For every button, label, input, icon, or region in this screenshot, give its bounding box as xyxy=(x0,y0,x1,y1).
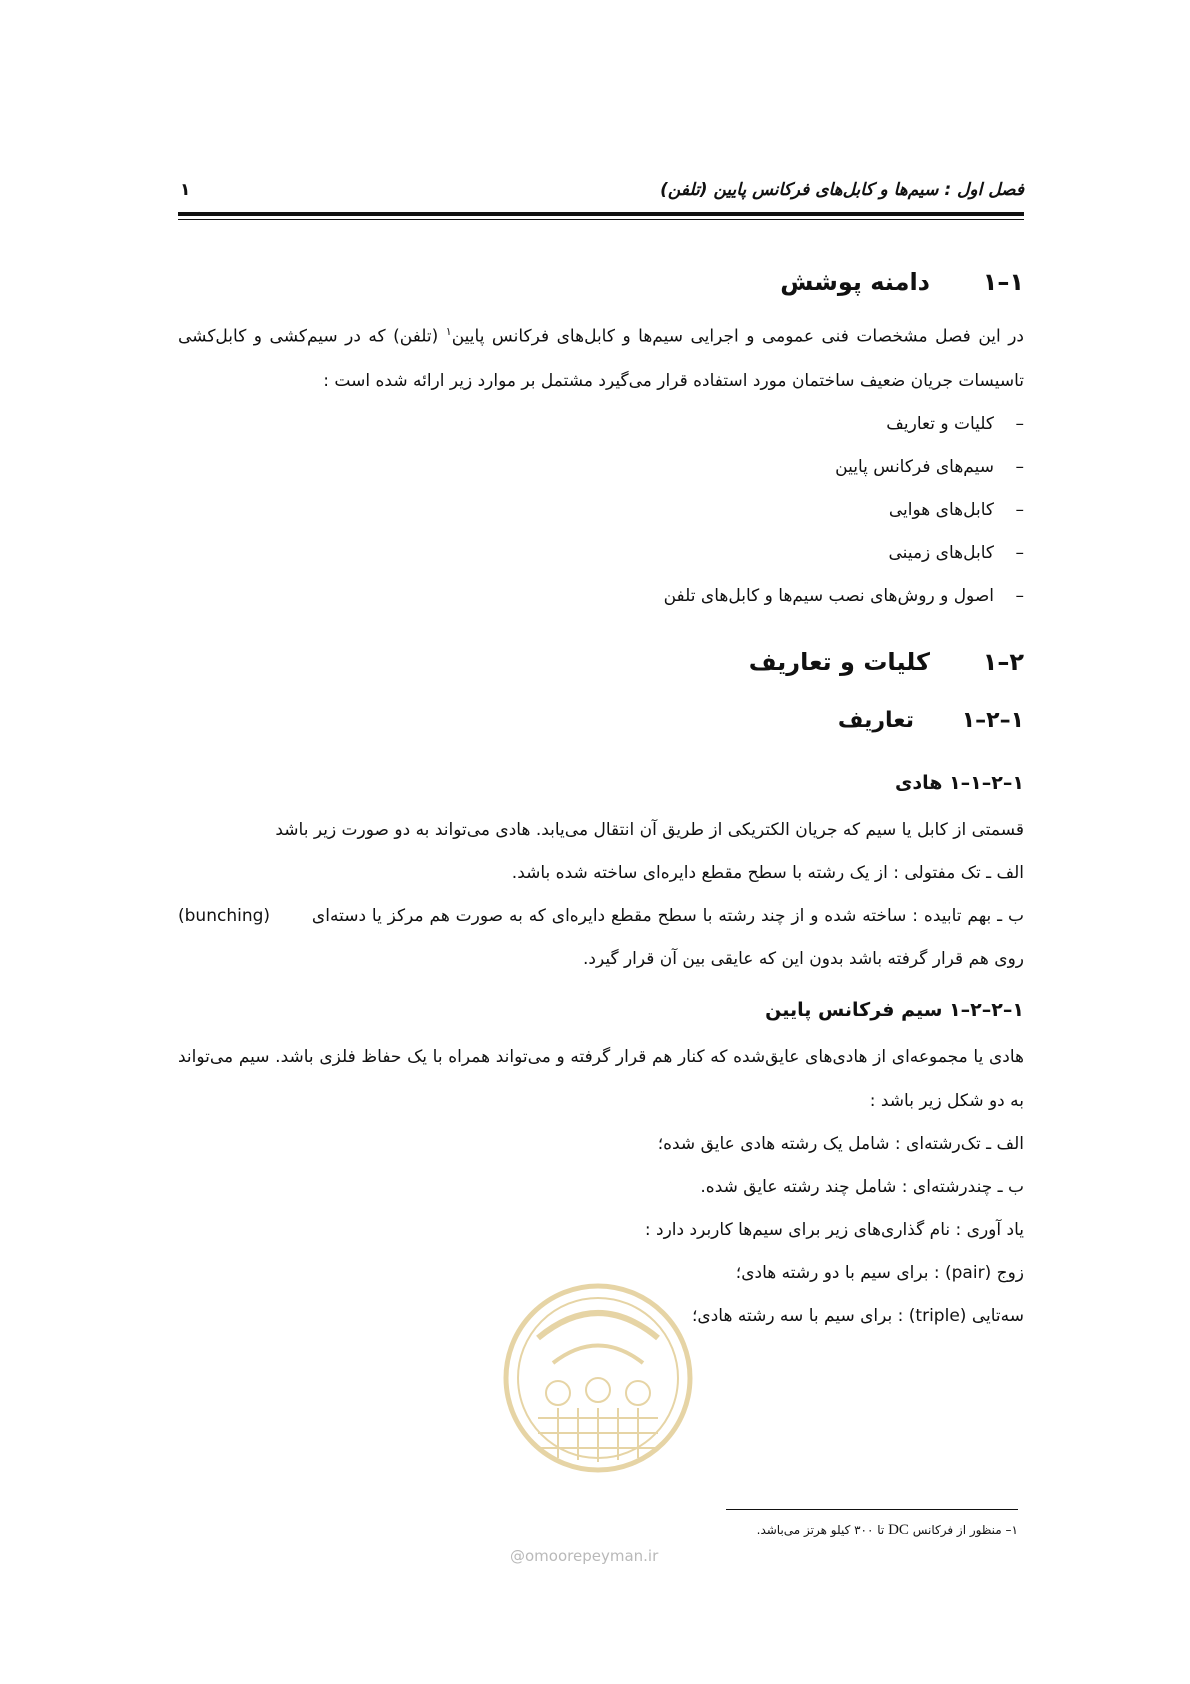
footnote-marker: ۱ xyxy=(445,325,452,338)
list-item-text: سیم‌های فرکانس پایین xyxy=(835,456,994,477)
intro-text-2: (تلفن) که در سیم‌کشی و کابل‌کشی تاسیسات جریان ضعیف ساختمان مورد استفاده قرار می‌گیرد مشتمل بر موارد زیر ارائه شده است : xyxy=(178,326,1024,391)
section-number: ۲–۱ xyxy=(982,647,1024,676)
wire-item-a: الف ـ تک‌رشته‌ای : شامل یک رشته هادی عایق شده؛ xyxy=(657,1133,1024,1154)
subsubsection-heading: ۱–۲–۲–۱ سیم فرکانس پایین xyxy=(765,998,1024,1021)
conductor-definition: قسمتی از کابل یا سیم که جریان الکتریکی از طریق آن انتقال می‌یابد. هادی می‌تواند به دو صورت زیر باشد xyxy=(275,819,1024,840)
list-item-text: اصول و روش‌های نصب سیم‌ها و کابل‌های تلفن xyxy=(663,585,994,606)
dash-bullet: – xyxy=(1015,413,1024,434)
list-item xyxy=(178,446,1024,489)
subsection-number: ۱–۲–۱ xyxy=(961,707,1024,733)
subsubsection-heading-conductor xyxy=(178,768,1024,808)
list-item xyxy=(178,489,1024,532)
conductor-item-b xyxy=(178,895,1024,981)
dash-bullet: – xyxy=(1015,585,1024,606)
conductor-item-b-line2: (bunching) روی هم قرار گرفته باشد بدون این که عایقی بین آن قرار گیرد. xyxy=(178,905,1024,969)
main-content xyxy=(178,262,1024,1338)
intro-text-1: در این فصل مشخصات فنی عمومی و اجرایی سیم‌ها و کابل‌های فرکانس پایین xyxy=(451,326,1024,347)
pair-definition: زوج (pair) : برای سیم با دو رشته هادی؛ xyxy=(735,1262,1024,1283)
list-item-text: کابل‌های زمینی xyxy=(888,542,994,563)
footnote-rule xyxy=(726,1509,1018,1510)
section-heading-2-1 xyxy=(178,642,1024,690)
footnote-dc: DC xyxy=(888,1522,909,1538)
list-item xyxy=(178,575,1024,618)
watermark-url: @omoorepeyman.ir xyxy=(510,1547,659,1565)
footnote xyxy=(600,1520,1018,1540)
list-item-text: کابل‌های هوایی xyxy=(888,499,994,520)
header-rule-thin xyxy=(178,219,1024,220)
conductor-item-a: الف ـ تک مفتولی : از یک رشته با سطح مقطع دایره‌ای ساخته شده باشد. xyxy=(511,862,1024,883)
intro-paragraph xyxy=(178,310,1024,403)
subsubsection-heading-low-freq-wire xyxy=(178,995,1024,1035)
triple-definition: سه‌تایی (triple) : برای سیم با سه رشته هادی؛ xyxy=(692,1305,1024,1326)
header-title: فصل اول : سیم‌ها و کابل‌های فرکانس پایین (تلفن) xyxy=(660,180,1024,200)
conductor-item-b-line1: ب ـ بهم تابیده : ساخته شده و از چند رشته با سطح مقطع دایره‌ای که به صورت هم مرکز یا دسته‌ای xyxy=(311,905,1025,926)
section-heading-1-1 xyxy=(178,262,1024,310)
list-item-text: کلیات و تعاریف xyxy=(886,413,994,434)
subsection-heading-1-2-1 xyxy=(178,704,1024,748)
naming-note: یاد آوری : نام گذاری‌های زیر برای سیم‌ها کاربرد دارد : xyxy=(644,1219,1024,1240)
wire-item-b: ب ـ چندرشته‌ای : شامل چند رشته عایق شده. xyxy=(700,1176,1024,1197)
header-rule-thick xyxy=(178,212,1024,216)
footnote-prefix: ۱– منظور از فرکانس xyxy=(908,1523,1018,1537)
list-item xyxy=(178,403,1024,446)
section-number: ۱–۱ xyxy=(982,268,1024,296)
running-header xyxy=(178,178,1024,208)
page-number: ۱ xyxy=(180,180,191,200)
scope-list xyxy=(178,403,1024,618)
section-title: دامنه پوشش xyxy=(780,268,930,296)
footnote-suffix: تا ۳۰۰ کیلو هرتز می‌باشد. xyxy=(756,1523,889,1537)
dash-bullet: – xyxy=(1015,456,1024,477)
dash-bullet: – xyxy=(1015,499,1024,520)
wire-definition: هادی یا مجموعه‌ای از هادی‌های عایق‌شده که کنار هم قرار گرفته و می‌تواند همراه با یک حفاظ فلزی باشد. سیم می‌تواند به دو شکل زیر باشد : xyxy=(178,1046,1024,1111)
list-item xyxy=(178,532,1024,575)
dash-bullet: – xyxy=(1015,542,1024,563)
subsection-title: تعاریف xyxy=(837,707,914,733)
section-title: کلیات و تعاریف xyxy=(748,647,930,676)
subsubsection-heading: ۱–۲–۱–۱ هادی xyxy=(894,771,1024,794)
